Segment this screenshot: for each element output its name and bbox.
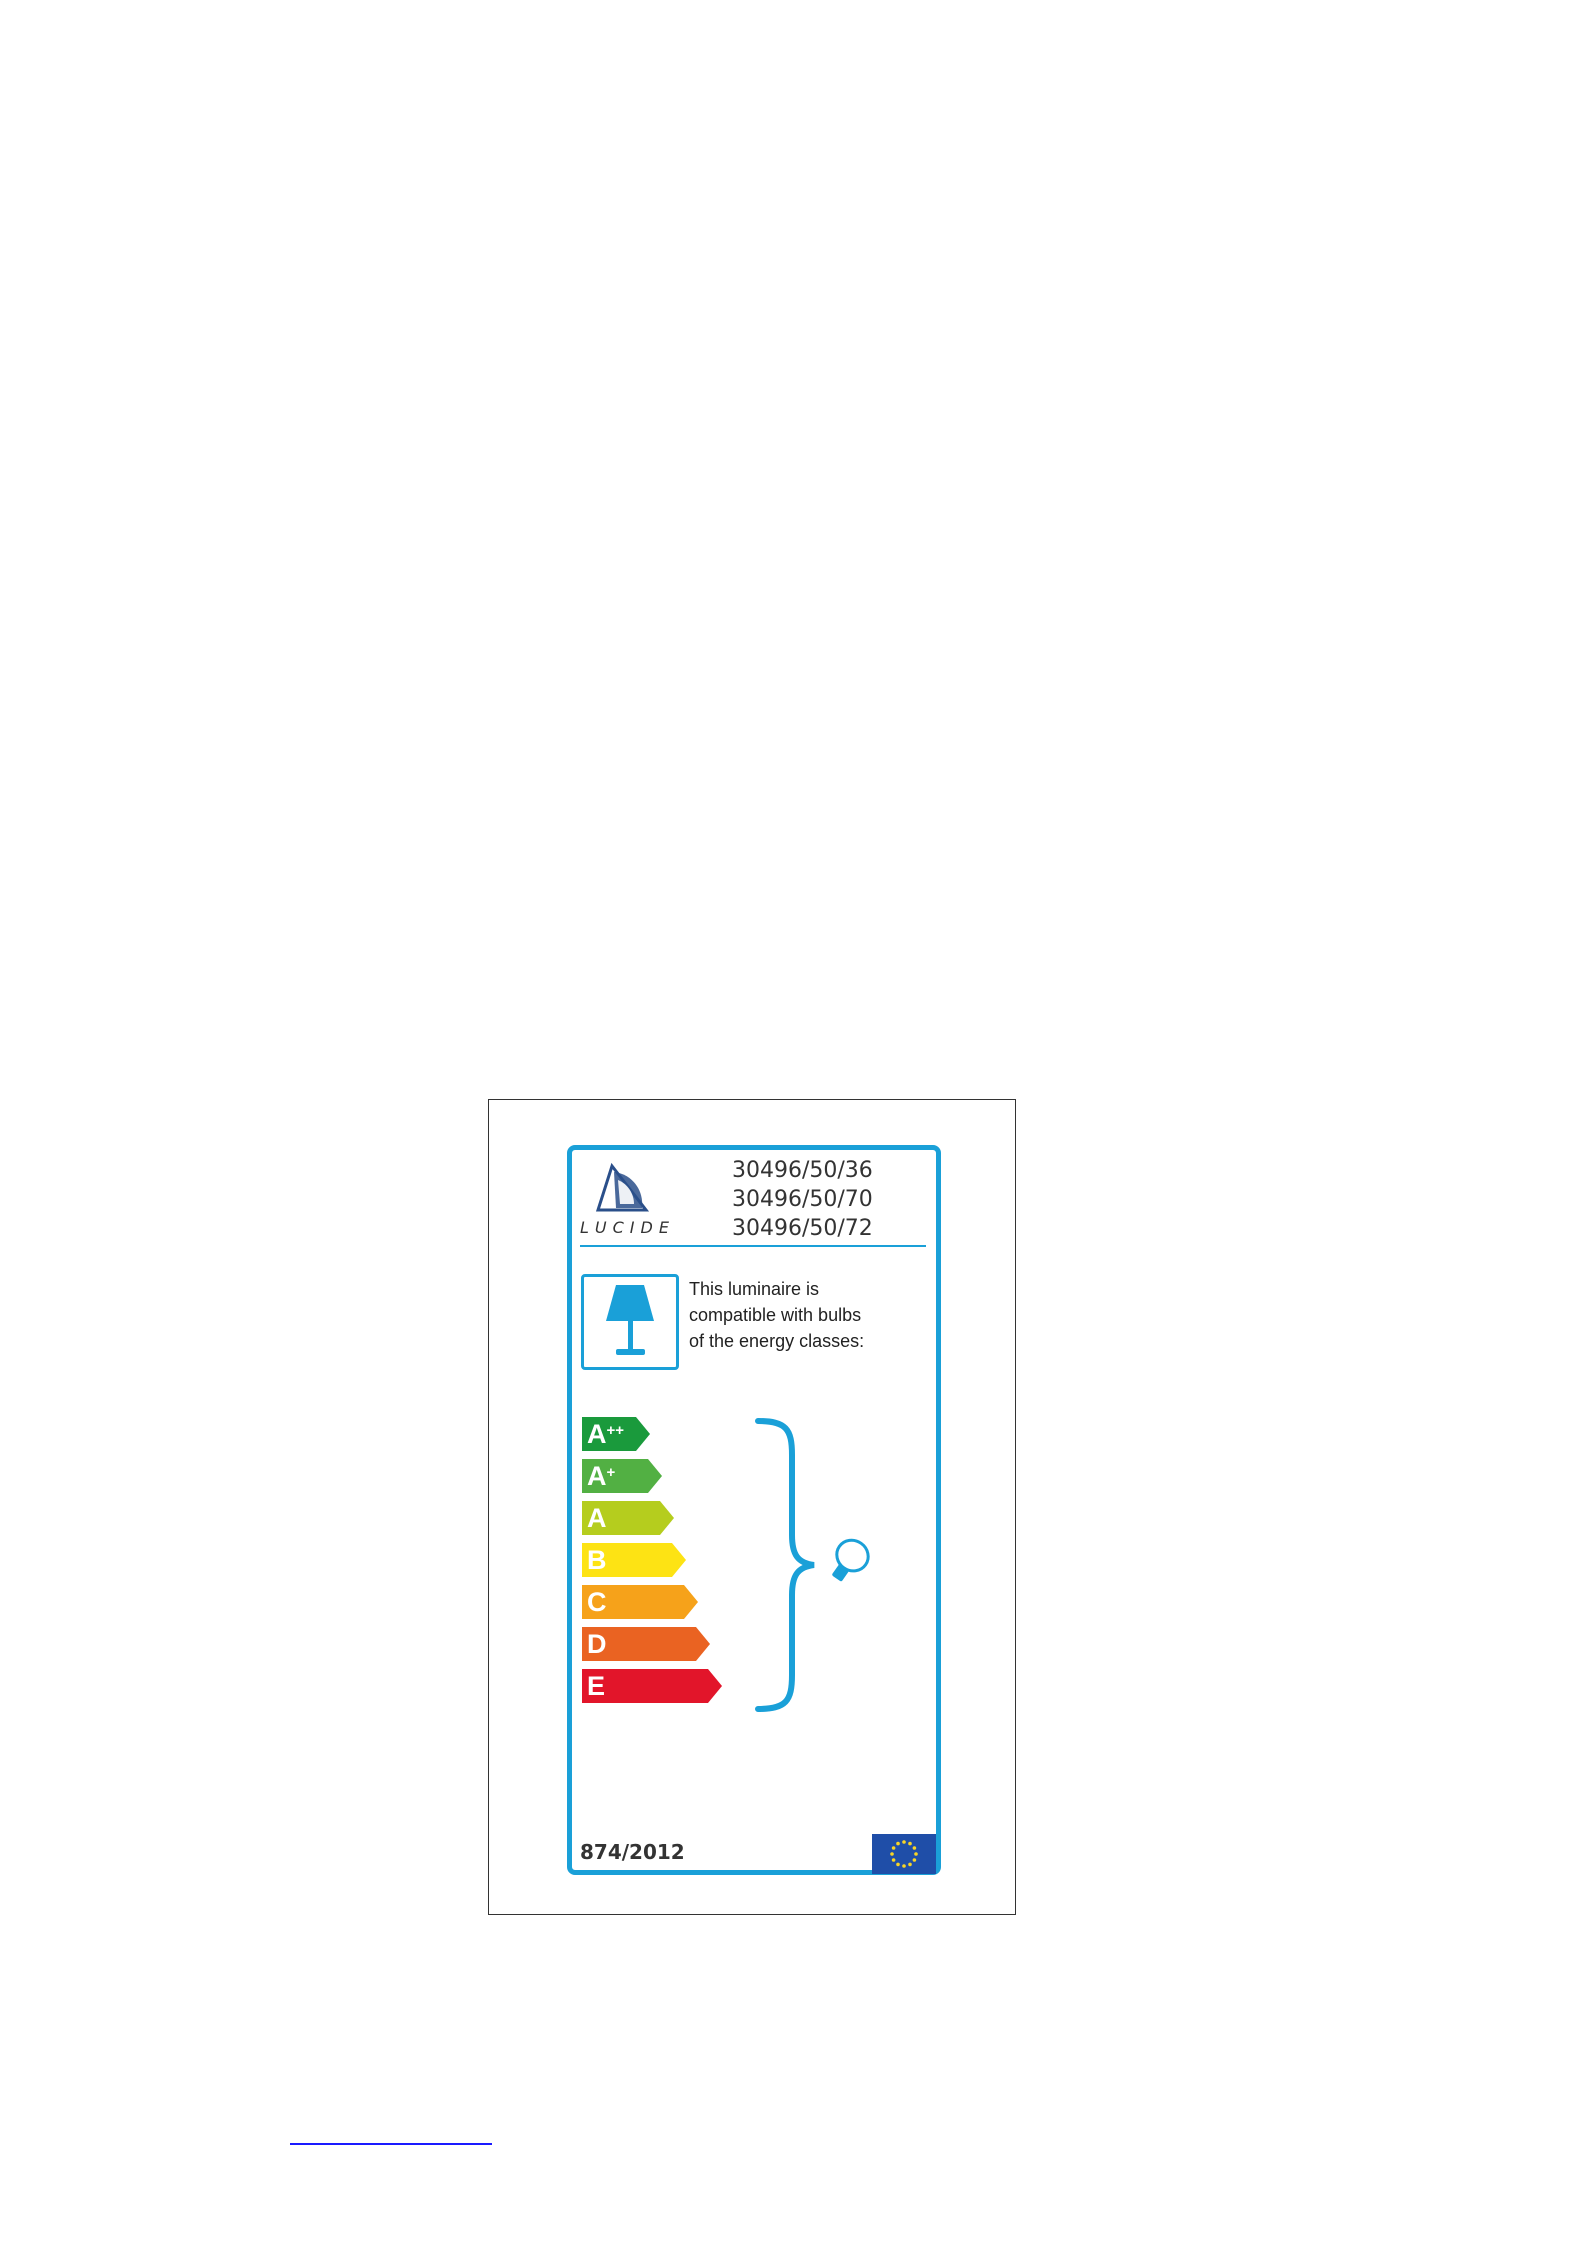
compatibility-line: of the energy classes:: [689, 1331, 865, 1351]
energy-label-frame: [488, 1099, 1016, 1915]
energy-class-letter: A: [587, 1461, 607, 1491]
compatibility-line: compatible with bulbs: [689, 1305, 862, 1325]
energy-class-c: [582, 1583, 742, 1621]
energy-label: [567, 1145, 941, 1875]
model-numbers: [732, 1156, 932, 1243]
model-number: 30496/50/70: [732, 1187, 873, 1212]
energy-class-d: [582, 1625, 742, 1663]
header-divider: [580, 1245, 926, 1247]
table-lamp-icon: [584, 1277, 676, 1367]
energy-class-letter: E: [587, 1671, 606, 1701]
energy-class-b: [582, 1541, 742, 1579]
compatibility-text: [689, 1276, 929, 1354]
energy-class-letter: A: [587, 1503, 607, 1533]
lamp-icon-box: [581, 1274, 679, 1370]
light-bulb-icon: [817, 1535, 887, 1595]
lucide-logo-icon: [594, 1162, 654, 1216]
model-number: 30496/50/36: [732, 1158, 873, 1183]
energy-class-letter: A: [587, 1419, 607, 1449]
energy-class-scale: [582, 1415, 742, 1709]
model-number: 30496/50/72: [732, 1216, 873, 1241]
brand-logo: [578, 1162, 678, 1238]
energy-class-a-plus: [582, 1457, 742, 1495]
energy-class-e: [582, 1667, 742, 1705]
energy-class-a: [582, 1499, 742, 1537]
brand-name: LUCIDE: [580, 1218, 675, 1237]
right-brace-icon: [752, 1415, 822, 1715]
footer-link[interactable]: [290, 2125, 492, 2145]
energy-class-letter: D: [587, 1629, 607, 1659]
energy-class-letter: B: [587, 1545, 607, 1575]
energy-class-letter: C: [587, 1587, 607, 1617]
eu-flag-icon: [872, 1834, 936, 1874]
energy-class-a-plus-plus: [582, 1415, 742, 1453]
compatibility-line: This luminaire is: [689, 1279, 820, 1299]
energy-class-sup: +: [606, 1464, 616, 1481]
regulation-number: 874/2012: [580, 1840, 685, 1864]
energy-class-sup: ++: [606, 1422, 625, 1439]
